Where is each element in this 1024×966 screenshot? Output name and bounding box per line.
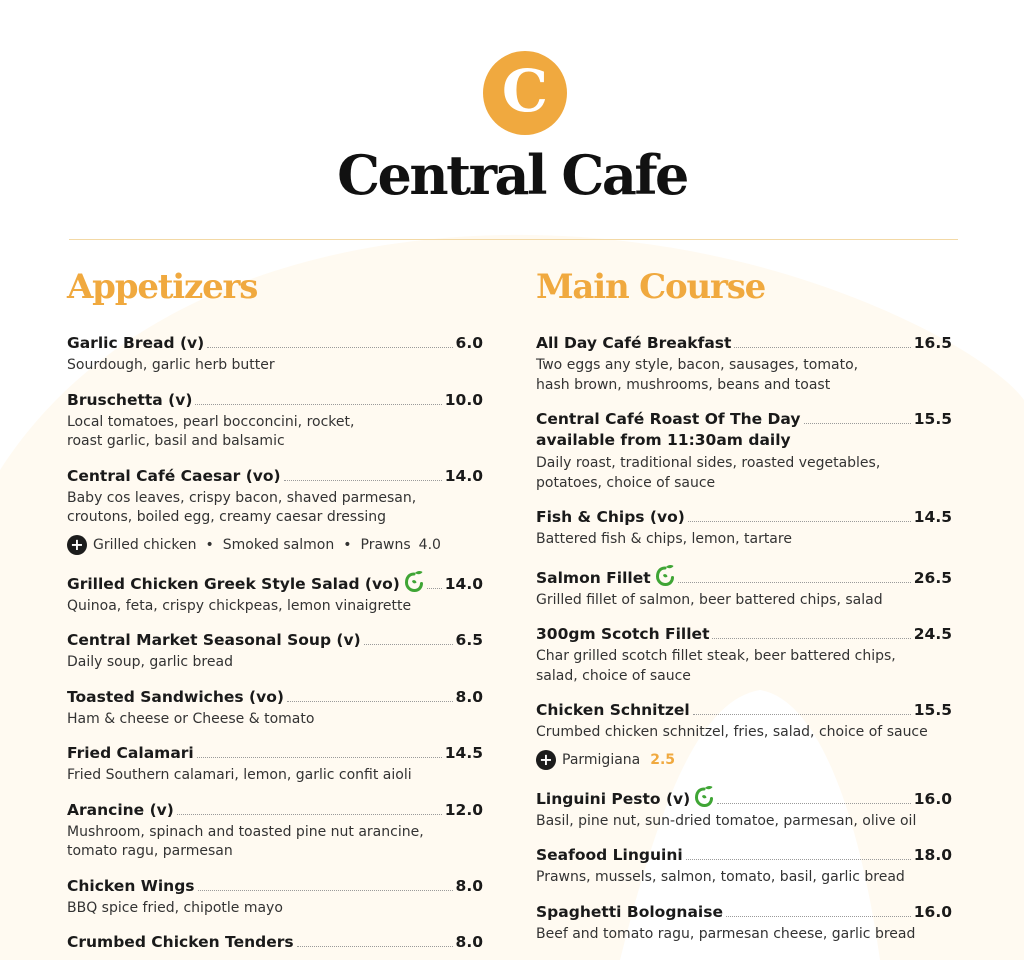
dot-leader [177, 814, 442, 815]
menu-item [67, 570, 483, 617]
item-name: Arancine (v) [67, 800, 174, 819]
menu-item [536, 845, 952, 888]
addon-option: Grilled chicken [93, 536, 197, 553]
item-name-text: Grilled Chicken Greek Style Salad (vo) [67, 574, 400, 593]
item-name: Chicken Wings [67, 876, 195, 895]
item-description: Crumbed chicken schnitzel, fries, salad, choice of sauce [536, 724, 928, 740]
menu-item [536, 700, 952, 771]
item-description: Prawns, mussels, salmon, tomato, basil, garlic bread [536, 869, 905, 885]
item-name: Fish & Chips (vo) [536, 508, 685, 526]
item-description: Local tomatoes, pearl bocconcini, rocket, roast garlic, basil and balsamic [67, 413, 355, 449]
appetizers-title: Appetizers [67, 267, 258, 307]
dot-leader [364, 644, 453, 645]
item-price: 8.0 [455, 933, 483, 951]
appetizers-section [67, 262, 483, 966]
item-price: 10.0 [444, 390, 483, 409]
item-name: 300gm Scotch Fillet [536, 625, 710, 643]
item-price: 24.5 [913, 625, 952, 643]
healthy-leaf-icon [694, 785, 714, 807]
addon-option: Smoked salmon [222, 536, 335, 553]
menu-item [536, 409, 952, 493]
menu-item [67, 876, 483, 919]
menu-item [67, 800, 483, 862]
plus-icon: + [67, 535, 87, 555]
item-name: All Day Café Breakfast [536, 334, 732, 352]
dot-leader [734, 347, 910, 348]
item-description: Mushroom, spinach and toasted pine nut arancine, tomato ragu, parmesan [67, 823, 424, 859]
dot-leader [693, 714, 911, 715]
addon-option: Prawns [360, 536, 411, 553]
logo-letter: C [501, 57, 549, 125]
healthy-leaf-icon [404, 570, 424, 592]
item-price: 14.0 [444, 466, 483, 485]
item-name [536, 785, 714, 809]
menu-item [536, 507, 952, 550]
separator-dot: • [343, 536, 352, 553]
item-price: 26.5 [913, 568, 952, 587]
addon-row [536, 749, 952, 771]
item-name: Bruschetta (v) [67, 390, 193, 409]
menu-item [536, 564, 952, 611]
item-name: Central Market Seasonal Soup (v) [67, 631, 361, 649]
dot-leader [297, 946, 453, 947]
item-price: 14.5 [444, 744, 483, 762]
menu-item [67, 630, 483, 673]
menu-item [67, 333, 483, 376]
dot-leader [686, 859, 911, 860]
item-name-text: Salmon Fillet [536, 568, 651, 587]
item-name: Toasted Sandwiches (vo) [67, 687, 284, 706]
item-subtitle: available from 11:30am daily [536, 431, 791, 449]
item-price: 6.5 [455, 631, 483, 649]
item-description: Sourdough, garlic herb butter [67, 357, 275, 373]
item-name-text: Linguini Pesto (v) [536, 789, 691, 808]
menu-item [536, 333, 952, 395]
item-name: Fried Calamari [67, 744, 194, 762]
item-name: Crumbed Chicken Tenders [67, 933, 294, 951]
dot-leader [195, 404, 441, 405]
main-course-title: Main Course [536, 267, 766, 307]
addon-option: Parmigiana [562, 751, 641, 768]
addon-price: 4.0 [418, 536, 441, 553]
separator-dot: • [205, 536, 214, 553]
menu-item [67, 390, 483, 452]
item-price: 14.5 [913, 508, 952, 526]
plus-icon: + [536, 750, 556, 770]
dot-leader [284, 480, 442, 481]
logo-badge [483, 51, 567, 135]
dot-leader [207, 347, 452, 348]
header-divider [69, 239, 958, 240]
item-price: 15.5 [913, 410, 952, 428]
item-description: BBQ spice fried, chipotle mayo [67, 899, 283, 916]
item-name: Central Café Roast Of The Day [536, 410, 801, 428]
item-description: Basil, pine nut, sun-dried tomatoe, parmesan, olive oil [536, 812, 917, 829]
menu-item [536, 785, 952, 832]
dot-leader [804, 423, 911, 424]
item-price: 15.5 [913, 701, 952, 719]
menu-item [67, 932, 483, 952]
item-price: 18.0 [913, 846, 952, 864]
menu-item [67, 687, 483, 730]
item-name [67, 570, 424, 594]
item-description: Two eggs any style, bacon, sausages, tomato, hash brown, mushrooms, beans and toast [536, 357, 859, 393]
item-price: 8.0 [455, 876, 483, 895]
item-price: 16.0 [913, 789, 952, 808]
menu-item [67, 743, 483, 786]
item-name: Seafood Linguini [536, 846, 683, 864]
dot-leader [197, 757, 442, 758]
item-description: Baby cos leaves, crispy bacon, shaved parmesan, croutons, boiled egg, creamy caesar dressing [67, 489, 417, 525]
item-description: Fried Southern calamari, lemon, garlic confit aioli [67, 767, 412, 783]
item-description: Battered fish & chips, lemon, tartare [536, 531, 792, 547]
brand-name: Central Cafe [337, 143, 687, 207]
menu-item [67, 466, 483, 556]
item-description: Grilled fillet of salmon, beer battered chips, salad [536, 591, 883, 608]
menu-item [536, 624, 952, 686]
item-name: Chicken Schnitzel [536, 701, 690, 719]
dot-leader [712, 638, 910, 639]
item-description: Daily roast, traditional sides, roasted vegetables, potatoes, choice of sauce [536, 455, 881, 491]
dot-leader [726, 916, 911, 917]
item-description: Daily soup, garlic bread [67, 654, 233, 670]
healthy-leaf-icon [655, 564, 675, 586]
item-name: Spaghetti Bolognaise [536, 902, 723, 921]
item-price: 16.5 [913, 334, 952, 352]
main-course-section [536, 262, 952, 958]
item-price: 14.0 [444, 574, 483, 593]
item-price: 12.0 [444, 800, 483, 819]
item-price: 6.0 [455, 334, 483, 352]
item-price: 8.0 [455, 687, 483, 706]
item-description: Ham & cheese or Cheese & tomato [67, 710, 315, 727]
dot-leader [717, 803, 911, 804]
item-description: Quinoa, feta, crispy chickpeas, lemon vinaigrette [67, 597, 412, 614]
item-description: Char grilled scotch fillet steak, beer battered chips, salad, choice of sauce [536, 648, 896, 684]
dot-leader [678, 582, 911, 583]
dot-leader [198, 890, 453, 891]
item-description: Beef and tomato ragu, parmesan cheese, garlic bread [536, 925, 916, 942]
item-name: Central Café Caesar (vo) [67, 466, 281, 485]
item-name [536, 564, 675, 588]
item-price: 16.0 [913, 902, 952, 921]
addon-row [67, 534, 483, 556]
dot-leader [688, 521, 911, 522]
addon-price: 2.5 [650, 751, 676, 768]
menu-item [536, 902, 952, 945]
dot-leader [287, 701, 453, 702]
item-name: Garlic Bread (v) [67, 334, 205, 352]
dot-leader [427, 588, 442, 589]
